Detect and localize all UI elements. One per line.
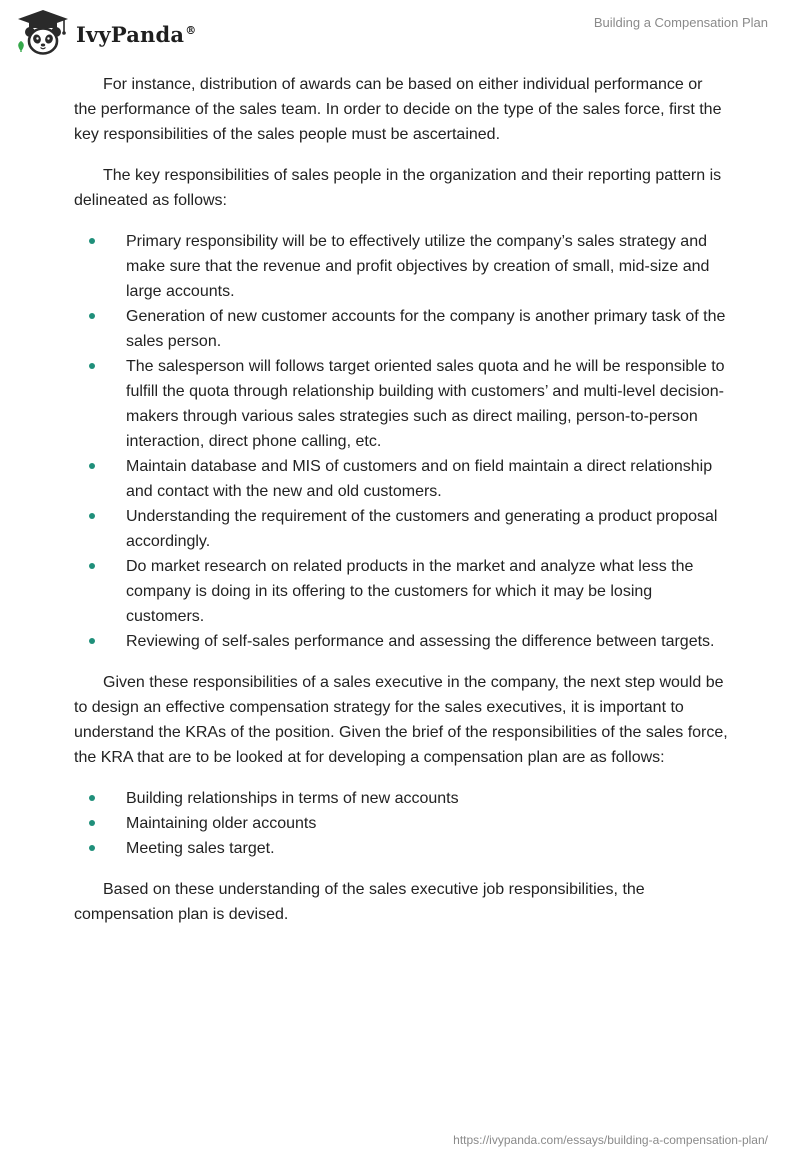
- list-item-text: Maintaining older accounts: [126, 815, 317, 832]
- list-item-text: Building relationships in terms of new accounts: [126, 790, 459, 807]
- list-item: [74, 554, 728, 629]
- bullet-dot-icon: [89, 845, 95, 851]
- list-item: [74, 304, 728, 354]
- bullet-dot-icon: [89, 513, 95, 519]
- paragraph-key-responsibilities: The key responsibilities of sales people in the organization and their reporting pattern is delineated as follows:: [74, 167, 722, 209]
- bullet-dot-icon: [89, 795, 95, 801]
- page-header: [0, 0, 800, 60]
- list-item-text: Maintain database and MIS of customers and on field maintain a direct relationship and contact with the new and old customers.: [126, 458, 713, 500]
- responsibilities-list: [74, 229, 728, 654]
- list-item-text: Meeting sales target.: [126, 840, 275, 857]
- bullet-dot-icon: [89, 313, 95, 319]
- bullet-dot-icon: [89, 238, 95, 244]
- list-item-text: Reviewing of self-sales performance and assessing the difference between targets.: [126, 633, 715, 650]
- bullet-dot-icon: [89, 363, 95, 369]
- ivypanda-logo[interactable]: [14, 8, 196, 58]
- list-item: [74, 786, 728, 811]
- list-item-text: The salesperson will follows target oriented sales quota and he will be responsible to fulfill the quota through relationship building with customers’ and multi-level decision-makers through various sales strategies such as direct mailing, person-to-person interaction, direct phone calling, etc.: [126, 358, 725, 450]
- list-item: [74, 629, 728, 654]
- list-item: [74, 836, 728, 861]
- registered-mark: ®: [185, 23, 197, 37]
- bullet-dot-icon: [89, 563, 95, 569]
- logo-name: IvyPanda: [76, 21, 185, 47]
- list-item-text: Do market research on related products in the market and analyze what less the company is doing in its offering to the customers for which it may be losing customers.: [126, 558, 694, 625]
- document-title: Building a Compensation Plan: [593, 15, 768, 30]
- source-url-link[interactable]: https://ivypanda.com/essays/building-a-compensation-plan/: [453, 1133, 768, 1147]
- bullet-dot-icon: [89, 463, 95, 469]
- bullet-dot-icon: [89, 820, 95, 826]
- list-item: [74, 811, 728, 836]
- list-item: [74, 354, 728, 454]
- list-item: [74, 229, 728, 304]
- kra-list: [74, 786, 728, 861]
- essay-body: [74, 72, 728, 943]
- paragraph-conclusion: Based on these understanding of the sales executive job responsibilities, the compensation plan is devised.: [74, 881, 645, 923]
- list-item: [74, 504, 728, 554]
- bullet-dot-icon: [89, 638, 95, 644]
- logo-wordmark: [76, 22, 196, 47]
- list-item-text: Understanding the requirement of the customers and generating a product proposal accordingly.: [126, 508, 718, 550]
- panda-graduate-icon: [14, 8, 72, 58]
- list-item-text: Generation of new customer accounts for the company is another primary task of the sales person.: [126, 308, 726, 350]
- paragraph-awards: For instance, distribution of awards can be based on either individual performance or the performance of the sales team. In order to decide on the type of the sales force, first the key responsibilities of the sales people must be ascertained.: [74, 76, 722, 143]
- paragraph-compensation-strategy: Given these responsibilities of a sales executive in the company, the next step would be to design an effective compensation strategy for the sales executives, it is important to understand the KRAs of the position. Given the brief of the responsibilities of the sales force, the KRA that are to be looked at for developing a compensation plan are as follows:: [74, 674, 728, 766]
- list-item-text: Primary responsibility will be to effectively utilize the company’s sales strategy and make sure that the revenue and profit objectives by creation of small, mid-size and large accounts.: [126, 233, 710, 300]
- list-item: [74, 454, 728, 504]
